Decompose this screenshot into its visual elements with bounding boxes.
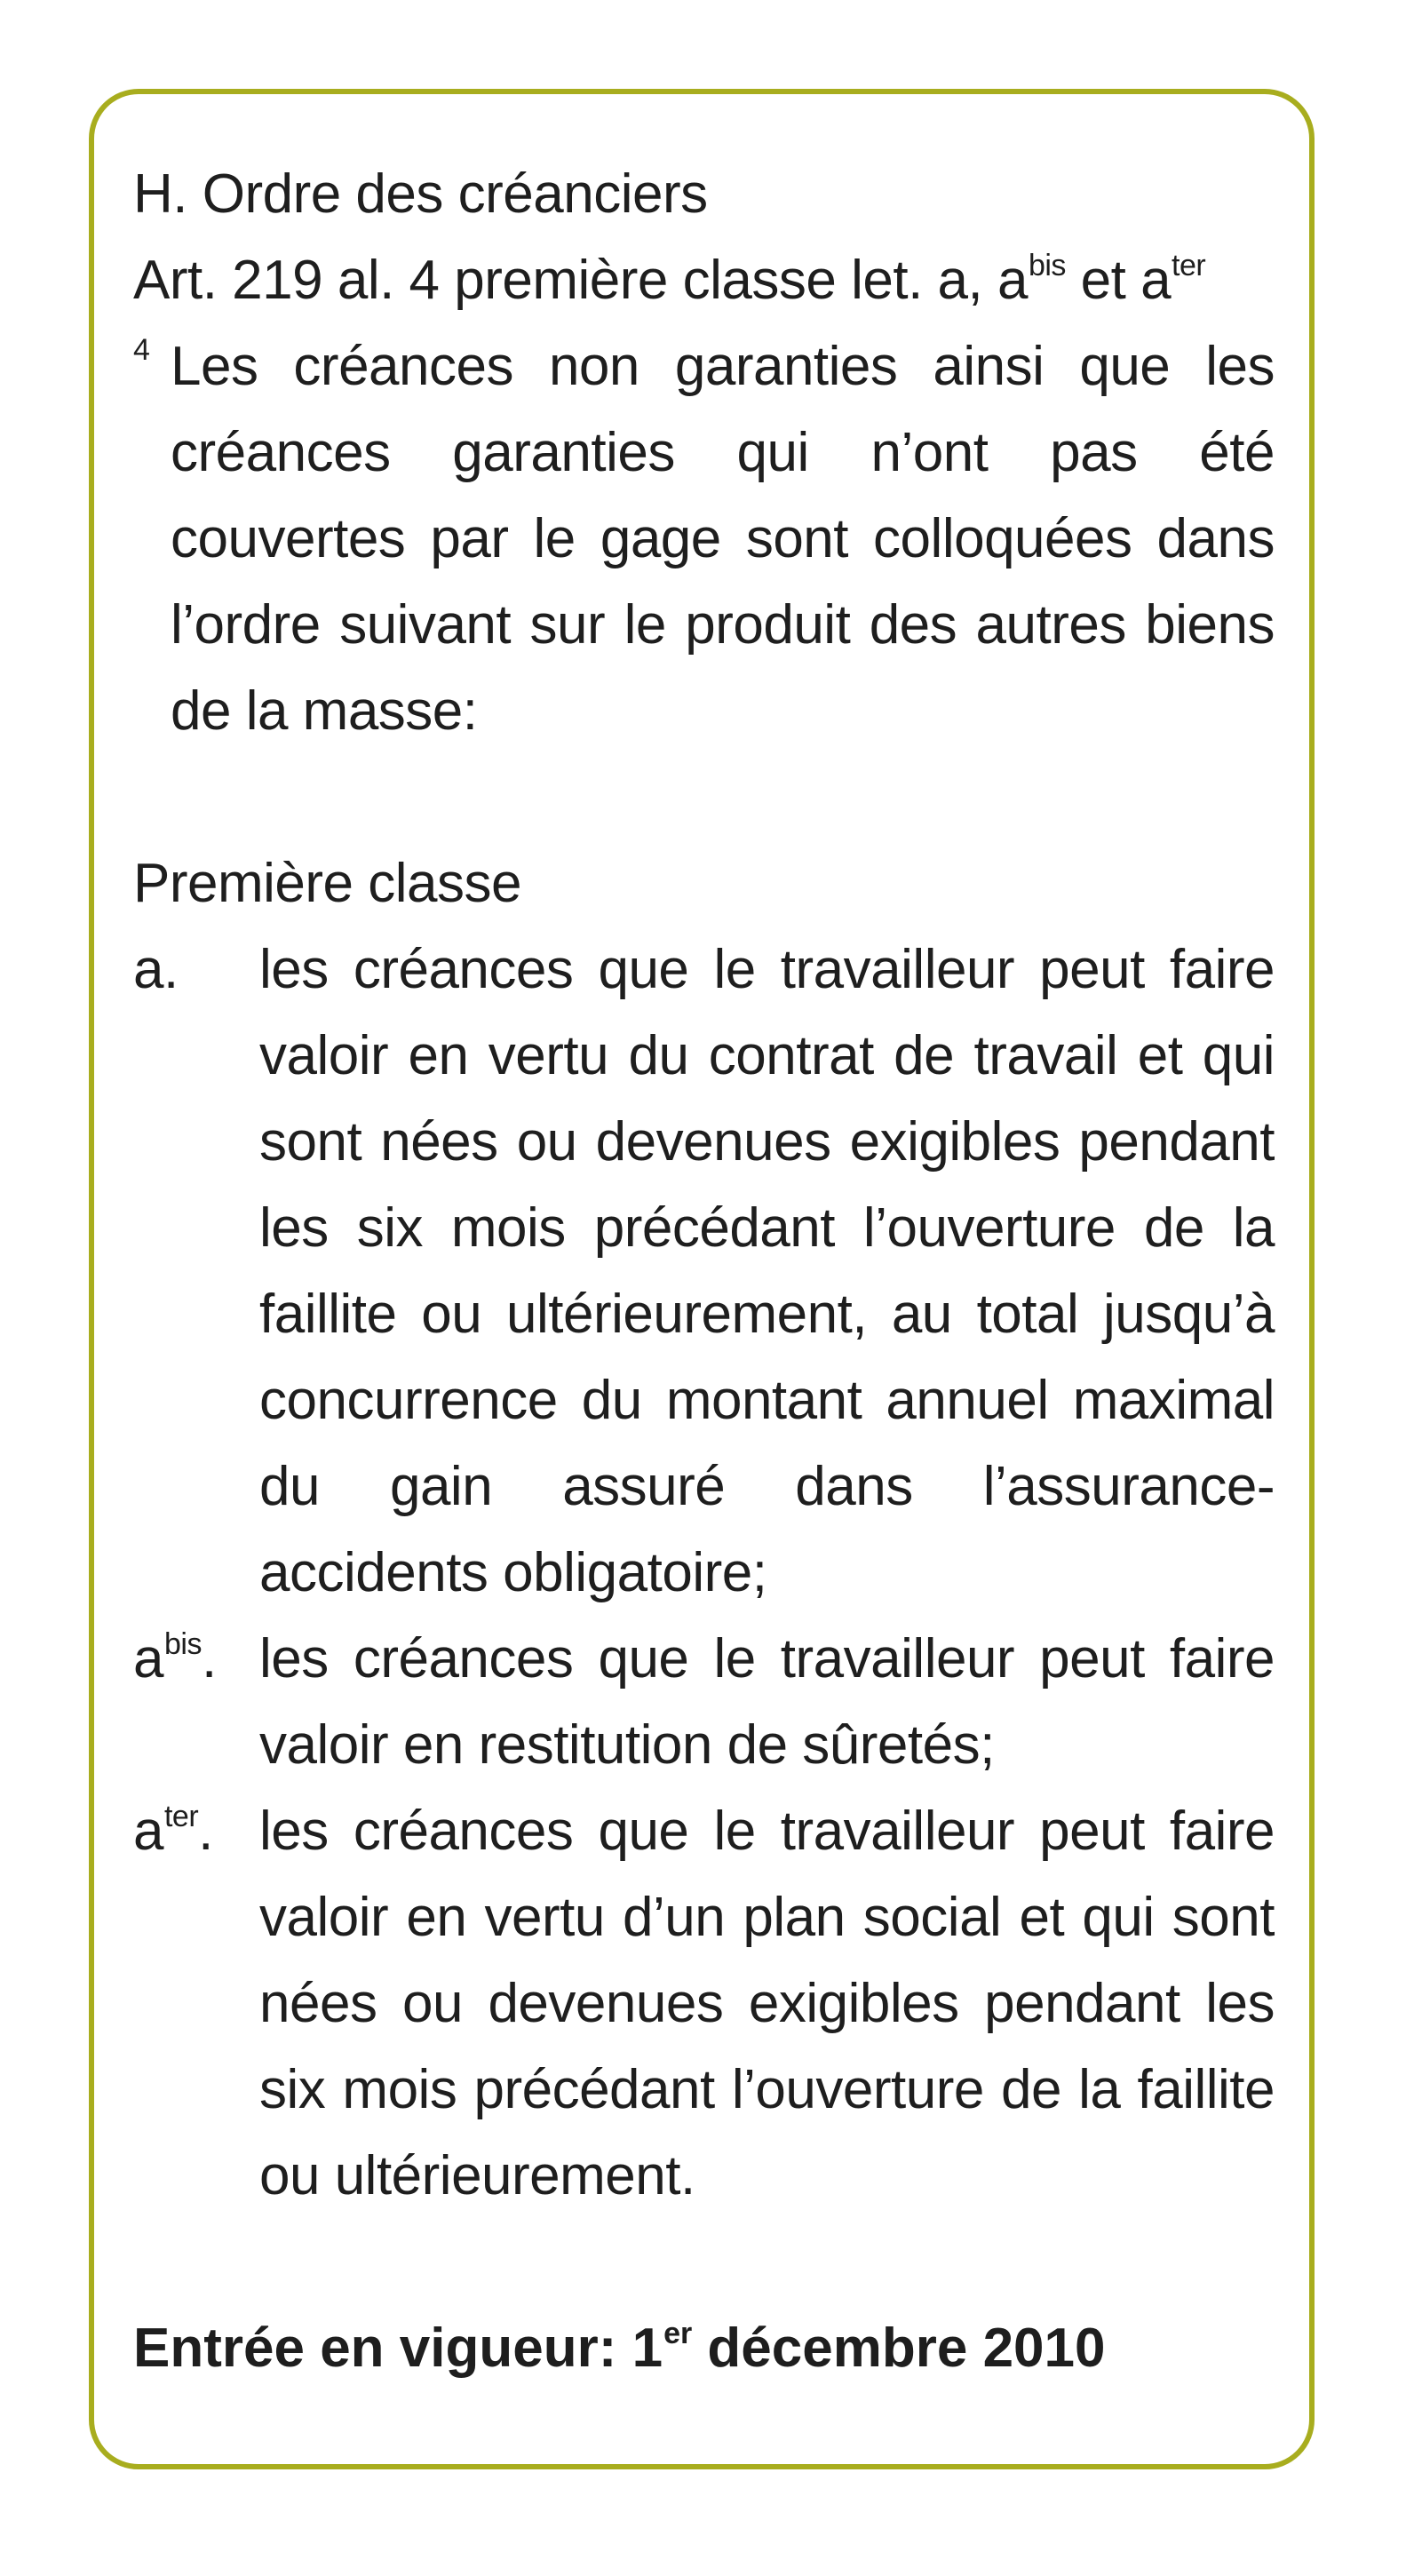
- list-item-label-main: a: [133, 1801, 163, 1862]
- paragraph-4: [133, 323, 1275, 754]
- list-item-label: [133, 1616, 259, 1702]
- list-item-label-end: .: [198, 1801, 213, 1862]
- law-excerpt-content: [133, 151, 1275, 2391]
- entry-into-force-suffix: décembre 2010: [692, 2318, 1106, 2379]
- article-reference: [133, 237, 1275, 323]
- entry-into-force-sup: er: [663, 2317, 693, 2350]
- list-item-label-sup: bis: [163, 1627, 202, 1661]
- list-item-label-main: a: [133, 1628, 163, 1690]
- list-item-text: les créances que le travailleur peut faire valoir en vertu d’un plan social et qui sont nées ou devenues exigibles pendant les six mois précédant l’ouverture de la faillite ou ultérieurement.: [259, 1801, 1275, 2206]
- list-item-label-end: .: [201, 1628, 217, 1690]
- article-reference-sup-bis: bis: [1028, 249, 1066, 282]
- entry-into-force-note: [133, 2305, 1275, 2391]
- list-item-label: [133, 926, 259, 1013]
- list-item-a-bis: [133, 1616, 1275, 1788]
- list-item-a: [133, 926, 1275, 1616]
- article-reference-prefix: Art. 219 al. 4 première classe let. a, a: [133, 250, 1028, 311]
- entry-into-force-prefix: Entrée en vigueur: 1: [133, 2318, 663, 2379]
- list-item-label: [133, 1788, 259, 1874]
- article-reference-mid: et a: [1065, 250, 1172, 311]
- section-title: H. Ordre des créanciers: [133, 163, 708, 225]
- list-item-label-sup: ter: [163, 1800, 199, 1833]
- list-item-text: les créances que le travailleur peut faire valoir en restitution de sûretés;: [259, 1628, 1275, 1776]
- list-item-label-main: a.: [133, 939, 179, 1000]
- spacer: [133, 2219, 1275, 2305]
- list-item-text: les créances que le travailleur peut faire valoir en vertu du contrat de travail et qui sont nées ou devenues exigibles pendant les six mois précédant l’ouverture de la faillite ou ultérieurement, au total jusqu’à concurrence du montant annuel maximal du gain assuré dans l’assurance-accidents obligatoire;: [259, 939, 1275, 1603]
- spacer: [133, 754, 1275, 840]
- article-reference-sup-ter: ter: [1172, 249, 1206, 282]
- list-item-a-ter: [133, 1788, 1275, 2219]
- paragraph-text: Les créances non garanties ainsi que les créances garanties qui n’ont pas été couvertes par le gage sont colloquées dans l’ordre suivant sur le produit des autres biens de la masse:: [171, 336, 1275, 742]
- class-heading: Première classe: [133, 853, 521, 914]
- paragraph-number: 4: [133, 333, 150, 367]
